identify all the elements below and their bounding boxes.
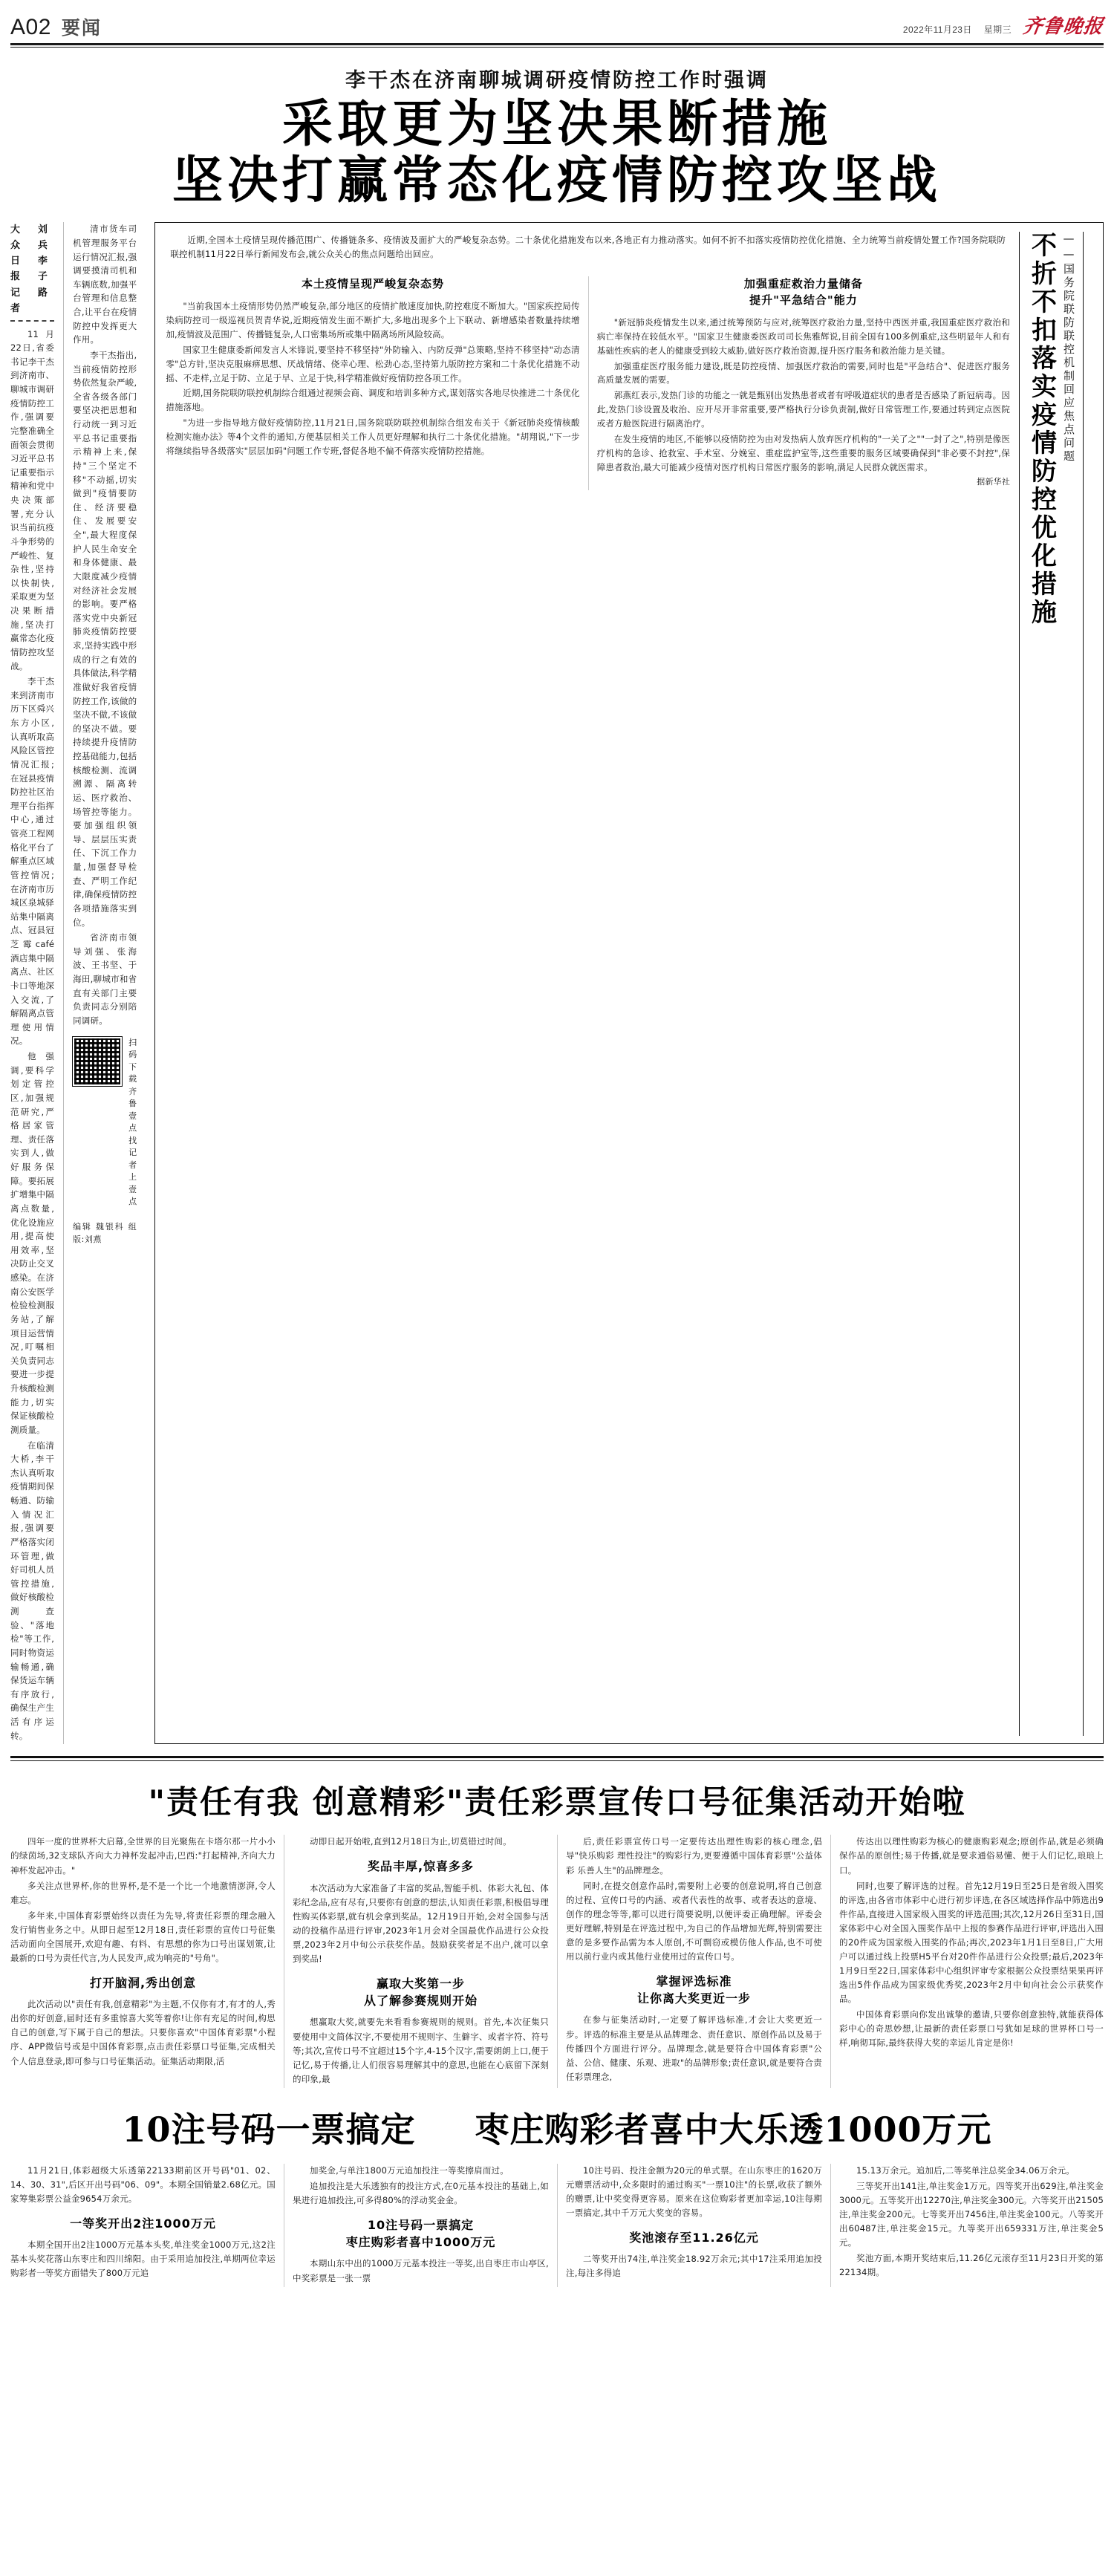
lead-para: 李干杰指出,当前疫情防控形势依然复杂严峻,全省各级各部门要坚决把思想和行动统一到习近平总书记重要指示精神上来,保持"三个坚定不移"不动摇,切实做到"疫情要防住、经济要稳住、发展要安全",最大程度保护人民生命安全和身体健康、最大限度减少疫情对经济社会发展的影响。要严格落实党中央新冠肺炎疫情防控要求,坚持实践中形成的行之有效的具体做法,科学精准做好我省疫情防控工作,该做的坚决不做,不该做的坚决不做。要持续提升疫情防控基础能力,包括核酸检测、流调溯源、隔离转运、医疗救治、场管控等能力。要加强组织领导、层层压实责任、下沉工作力量,加强督导检查、严明工作纪律,确保疫情防控各项措施落实到位。: [73, 349, 137, 928]
lottery2-para: 本期山东中出的1000万元基本投注一等奖,出自枣庄市山亭区,中奖彩票是一张一票: [293, 2258, 549, 2283]
qr-code-block[interactable]: [73, 1037, 137, 1209]
lottery2-column-2: [284, 2164, 557, 2287]
lottery2-column-4: [830, 2164, 1104, 2287]
lead-para: 李干杰来到济南市历下区舜兴东方小区,认真听取高风险区管控情况汇报;在冠县疫情防控社区治理平台指挥中心,通过管亮工程网格化平台了解重点区域管控情况;在济南市历城区泉城驿站集中隔离点、冠县冠芝霉café酒店集中隔离点、社区卡口等地深入交流,了解隔离点管理使用情况。: [10, 676, 55, 1047]
lead-main-headline: [10, 96, 1104, 209]
publication-weekday: 星期三: [983, 25, 1012, 35]
lottery-slogan-article: [0, 1777, 1114, 2088]
boxed-subheading-2: [597, 276, 1010, 309]
lottery1-subheading-4-line-2: 让你离大奖更近一步: [636, 1991, 751, 2006]
publication-date: 2022年11月23日: [902, 25, 972, 35]
lottery1-subheading-4-line-1: 掌握评选标准: [656, 1974, 732, 1989]
lead-para: 11月22日,省委书记李干杰到济南市、聊城市调研疫情防控工作,强调要完整准确全面领会贯彻习近平总书记重要指示精神和党中央决策部署,充分认识当前抗疫斗争形势的严峻性、复杂性,坚持以快制快,采取更为坚决果断措施,坚决打赢常态化疫情防控攻坚战。: [10, 328, 55, 671]
lottery2-para: 三等奖开出141注,单注奖金1万元。四等奖开出629注,单注奖金3000元。五等奖开出12270注,单注奖金300元。六等奖开出21505注,单注奖金200元。七等奖开出7456注,单注奖金100元。八等奖开出60487注,单注奖金15元。九等奖开出659331万注,单注奖金5元。: [839, 2180, 1104, 2248]
boxed-article: [154, 222, 1104, 1744]
page-folio: A02: [10, 15, 51, 39]
boxed-columns: [166, 276, 1010, 490]
lottery1-para: 同时,在提交创意作品时,需要附上必要的创意说明,将自己创意的过程、宣传口号的内涵、或者代表性的故事、或者表达的意境、创作的理念等等,都可以进行简要说明,以便评委正确理解。评委会更好理解,特别是在评选过程中,为自己的作品增加光辉,特别需要注意的是多要作品需为本人原创,不可剽窃或模仿他人作品,也不可使用以前行业内或其他行业使用过的宣传口号。: [566, 1880, 822, 1962]
boxed-para: 加强重症医疗服务能力建设,既是防控疫情、加强医疗救治的需要,同时也是"平急结合"、促进医疗服务高质量发展的需要。: [596, 360, 1011, 386]
masthead-rule-thin: [10, 47, 1104, 48]
lottery1-subheading-3-line-1: 赢取大奖第一步: [376, 1977, 465, 1991]
boxed-lead-region: [166, 232, 1010, 269]
masthead-rule: [10, 43, 1104, 45]
boxed-subheading-1: 本土疫情呈现严峻复杂态势: [302, 277, 445, 291]
lottery1-subheading-3-line-2: 从了解参赛规则开始: [363, 1994, 478, 2009]
vertical-headline-wrap: [1019, 232, 1084, 1736]
lottery2-para: 15.13万余元。追加后,二等奖单注总奖金34.06万余元。: [856, 2164, 1075, 2176]
lottery1-column-3: [557, 1835, 830, 2088]
lottery2-subheading-1: 一等奖开出2注1000万元: [70, 2216, 216, 2231]
masthead: [0, 0, 1114, 43]
byline: [10, 222, 54, 321]
lottery2-para: 加奖金,与单注1800万元追加投注一等奖擦肩而过。: [310, 2164, 509, 2176]
qr-caption-line-2: 找记者 上壹点: [128, 1135, 137, 1207]
lottery2-subheading-2-line-2: 枣庄购彩者喜中1000万元: [345, 2235, 496, 2250]
lottery2-para: 奖池方面,本期开奖结束后,11.26亿元滚存至11月23日开奖的第22134期。: [839, 2253, 1104, 2278]
lottery2-column-3: [557, 2164, 830, 2287]
boxed-subheading-2-line-2: 提升"平急结合"能力: [749, 293, 858, 308]
boxed-para: 在发生疫情的地区,不能够以疫情防控为由对发热病人放弃医疗机构的"一关了之""一封了之",特别是像医疗机构的急诊、抢救室、手术室、分娩室、重症监护室等,这些重要的服务区域要确保到"非必要不封控",保障患者救治,最大可能减少疫情对医疗机构日常医疗服务的影响,满足人民群众就医需求。: [596, 433, 1011, 472]
masthead-right: [903, 11, 1104, 40]
lottery1-para: 在参与征集活动时,一定要了解评选标准,才会让大奖更近一步。评选的标准主要是从品牌理念、责任意识、原创作品以及易于传播四个方面进行评分。品牌理念,就是要符合中国体育彩票"公益、公信、健康、乐观、进取"的品牌形象;责任意识,就是要符合责任彩票理念,: [566, 2014, 822, 2082]
section-title: 要闻: [61, 17, 102, 39]
lottery2-para: 10注号码、投注金额为20元的单式票。在山东枣庄的1620万元赠票活动中,众多限时的通过购买"一票10注"的长票,收获了额外的赠票,让中奖变得更容易。原来在这位购彩者更加幸运,10注每期一票搞定,其中千万元大奖变的容易。: [566, 2164, 822, 2219]
lottery1-subheading-3: [293, 1975, 549, 2009]
boxed-para: "新冠肺炎疫情发生以来,通过统筹预防与应对,统筹医疗救治力量,坚持中西医并重,我国重症医疗救治和病亡率保持在较低水平。"国家卫生健康委医政司司长焦雅辉说,目前全国有100多例重症,这些明显年人和有基础性疾病的老人的健康受到较大威胁,做好医疗救治资源,提升医疗服务和救治能力是关键。: [596, 316, 1011, 356]
lottery1-para: 后,责任彩票宣传口号一定要传达出理性购彩的核心理念,倡导"快乐购彩 理性投注"的购彩行为,更要遵循中国体育彩票"公益体彩 乐善人生"的品牌理念。: [566, 1836, 822, 1876]
boxed-lead-text: [170, 233, 1006, 261]
boxed-lead-para: 近期,全国本土疫情呈现传播范围广、传播链条多、疫情波及面扩大的严峻复杂态势。二十条优化措施发布以来,各地正有力推动落实。如何不折不扣落实疫情防控优化措施、全力统筹当前疫情处置工作?国务院联防联控机制11月22日举行新闻发布会,就公众关心的焦点问题给出回应。: [170, 235, 1006, 260]
masthead-left: [10, 13, 102, 40]
lottery1-para: 想赢取大奖,就要先来看看参赛规则的规则。首先,本次征集只要使用中文简体汉字,不要使用不规则字、生僻字、或者字符、符号等;其次,宣传口号不宜超过15个字,4-15个汉字,需要朗朗上口,便于记忆,易于传播,让人们很容易理解其中的意思,也能在心底留下深刻的印象,最: [293, 2017, 549, 2084]
boxed-source-credit: 据新华社: [977, 477, 1011, 487]
lottery2-para: 追加投注是大乐透独有的投注方式,在0元基本投注的基础上,如果进行追加投注,可多得80%的浮动奖金金。: [293, 2180, 549, 2205]
lottery2-para: 本期全国开出2注1000万元基本头奖,单注奖金1000万元,这2注基本头奖花落山东枣庄和四川绵阳。由于采用追加投注,单期两位幸运购彩者一等奖方面错失了800万元追: [10, 2240, 276, 2279]
lottery1-para: 动即日起开始啦,直到12月18日为止,切莫错过时间。: [310, 1836, 512, 1847]
editor-credit: 编辑 魏银科 组版:刘燕: [73, 1221, 137, 1245]
lottery1-para: 本次活动为大家准备了丰富的奖品,智能手机、体彩大礼包、体彩纪念品,应有尽有,只要你有创意的想法,认知责任彩票,积极倡导理性购买体彩票,就有机会拿到奖品。12月19日开始,会对全国参与活动的投稿作品进行评审,2023年1月会对全国最优作品进行公众投票,2023年2月中旬公示获奖作品。鼓励获奖者足不出户,就可以拿到奖品!: [293, 1882, 549, 1964]
lottery2-para: 11月21日,体彩超级大乐透第22133期前区开号码"01、02、14、30、31",后区开出号码"06、09"。本期全国销量2.68亿元。国家筹集彩票公益金9654万余元。: [10, 2164, 276, 2204]
boxed-para: "当前我国本土疫情形势仍然严峻复杂,部分地区的疫情扩散速度加快,防控难度不断加大。"国家疾控局传染病防控司一级巡视员贺青华说,近期疫情发生面不断扩大,多地出现多个上下联动、新增感染者数量持续增加,疫情波及范围广、传播链复杂,人口密集场所或集中隔离场所风险较高。: [166, 301, 580, 339]
lead-article: [0, 64, 1114, 209]
headline-line-2: 坚决打赢常态化疫情防控攻坚战: [172, 151, 942, 211]
lottery1-para: 多年来,中国体育彩票始终以责任为先导,将责任彩票的理念融入发行销售业务之中。从即日起至12月18日,责任彩票的宣传口号征集活动面向全国展开,欢迎有趣、有料、有思想的你为口号出谋划策,让最新的口号为责任代言,为人民发声,成为响亮的"号角"。: [10, 1910, 276, 1963]
qr-code-icon[interactable]: [73, 1037, 122, 1086]
byline-reporters: 刘兵 李子路: [37, 224, 48, 299]
boxed-para: "为进一步指导地方做好疫情防控,11月21日,国务院联防联控机制综合组发布关于《新冠肺炎疫情核酸检测实施办法》等4个文件的通知,方便基层相关工作人员更好理解和执行二十条优化措施。"胡翔说,"下一步将继续指导各级落实"层层加码"问题工作专班,督促各地不偏不倚落实疫情防控措施。: [166, 417, 580, 456]
lottery1-para: 同时,也要了解评选的过程。首先12月19日至25日是省级入围奖的评选,由各省市体彩中心进行初步评选,在各区域选择作品中筛选出9件作品,直接进入国家级入围奖的评选范围;其次,12月26日至31日,国家体彩中心对全国入围奖作品中上报的参赛作品进行评审,评选出入围的20件成为国家级入围奖的作品;再次,2023年1月1日至8日,广大用户可以通过线上投票H5平台对20件作品进行公众投票;最后,2023年1月9日至22日,国家体彩中心组织评审专家根据公众投票结果果再评选出5件作品成为国家级优秀奖,2023年2月中旬向社会公示获奖作品。: [839, 1880, 1104, 2005]
boxed-vertical-headline: 不折不扣落实疫情防控优化措施: [1026, 232, 1057, 628]
section-divider-1-thin: [10, 1760, 1104, 1761]
lead-column-1: [10, 222, 63, 1744]
lottery2-subheading-2: [293, 2216, 549, 2251]
boxed-para: 国家卫生健康委新闻发言人米锋说,要坚持不移坚持"外防输入、内防反弹"总策略,坚持不移坚持"动态清零"总方针,坚决克服麻痹思想、厌战情绪、侥幸心理、松劲心态,坚持第九版防控方案和二十条优化措施不动摇、不走样,立足于防、立足于早、立足于快,科学精准做好疫情防控各项工作。: [166, 344, 580, 383]
lottery-result-headline: [10, 2103, 1104, 2152]
section-divider-1: [10, 1756, 1104, 1758]
boxed-text-region: [166, 232, 1010, 1736]
lead-para: 在临清大桥,李干杰认真听取疫情期间保畅通、防输入情况汇报,强调要严格落实闭环管理,做好司机人员管控措施,做好核酸检测查验、"落地检"等工作,同时物资运输畅通,确保货运车辆有序放行,确保生产生活有序运转。: [10, 1440, 55, 1741]
qr-caption-line-1: 扫码下载齐鲁壹点: [128, 1037, 137, 1133]
lottery1-column-1: [10, 1835, 284, 2088]
lottery2-para: 二等奖开出74注,单注奖金18.92万余元;其中17注采用追加投注,每注多得追: [566, 2254, 822, 2279]
lottery2-column-1: [10, 2164, 284, 2287]
lottery-result-article: [0, 2103, 1114, 2287]
lottery-result-headline-left: 10注号码一票搞定: [122, 2109, 416, 2150]
lottery2-subheading-3: 奖池滚存至11.26亿元: [629, 2231, 759, 2245]
lottery-result-columns: [10, 2164, 1104, 2287]
lottery1-subheading-1: 打开脑洞,秀出创意: [89, 1976, 197, 1991]
boxed-para: 郭燕红表示,发热门诊的功能之一就是甄别出发热患者或者有呼吸道症状的患者是否感染了新冠病毒。因此,发热门诊设置及收治、应开尽开非常重要,要严格执行分诊负责制,做好日常管理工作,要通过转到定点医院或者方舱医院进行隔离治疗。: [596, 390, 1011, 429]
lottery2-subheading-2-line-1: 10注号码一票搞定: [367, 2218, 475, 2233]
lead-column-2: [63, 222, 146, 1744]
lead-para: 省济南市领导刘强、张海波、王书坚、于海田,聊城市和省直有关部门主要负责同志分别陪同调研。: [73, 932, 137, 1026]
lead-para: 他强调,要科学划定管控区,加强规范研究,严格居家管理、责任落实到人,做好服务保障。要拓展扩增集中隔离点数量,优化设施应用,提高使用效率,坚决防止交叉感染。在济南公安医学检验检测服务站,了解项目运营情况,叮嘱相关负责同志要进一步提升核酸检测能力,切实保证核酸检测质量。: [10, 1051, 55, 1435]
boxed-subheading-2-line-1: 加强重症救治力量储备: [743, 277, 863, 291]
lottery1-para: 四年一度的世界杯大启幕,全世界的目光聚焦在卡塔尔那一片小小的绿茵场,32支球队齐向大力神杯发起冲击,巴西:"打起精神,齐向大力神杯发起冲击。": [10, 1836, 276, 1876]
lead-article-body: [0, 222, 1114, 1744]
qr-caption: [128, 1037, 137, 1209]
lottery1-column-2: [284, 1835, 557, 2088]
boxed-column-1: [166, 276, 587, 490]
lottery1-para: 此次活动以"责任有我,创意精彩"为主题,不仅你有才,有才的人,秀出你的好创意,届时还有多重惊喜大奖等着你!让你有充足的时间,构思自己的创意,写下属于自己的想法。只要你喜欢"中国体育彩票"小程序、APP微信号或是中国体育彩票,点击责任彩票口号征集,完成相关个人信息登录,即可参与口号征集活动。征集活动期限,活: [10, 1999, 276, 2066]
lead-shoulder-headline: 李干杰在济南聊城调研疫情防控工作时强调: [345, 69, 769, 92]
lottery1-column-4: [830, 1835, 1104, 2088]
boxed-vertical-subhead: ——国务院联防联控机制回应焦点问题: [1062, 232, 1075, 464]
boxed-column-2: [588, 276, 1010, 490]
lottery1-para: 传达出以理性购彩为核心的健康购彩观念;原创作品,就是必须确保作品的原创性;易于传播,就是要求通俗易懂、便于人们记忆,琅琅上口。: [839, 1836, 1104, 1876]
lottery-result-headline-right: 枣庄购彩者喜中大乐透1000万元: [475, 2109, 992, 2150]
lottery1-subheading-4: [566, 1973, 822, 2007]
lottery1-para: 多关注点世界杯,你的世界杯,是不是一个比一个地激情澎湃,令人难忘。: [10, 1880, 276, 1905]
lottery1-para: 中国体育彩票向你发出诚挚的邀请,只要你创意独特,就能获得体彩中心的奇思妙想,让最新的责任彩票口号犹如足球的世界杯口号一样,响彻耳际,最终获得大奖的幸运儿肯定是你!: [839, 2009, 1104, 2049]
headline-line-1: 采取更为坚决果断措施: [281, 94, 832, 154]
lottery-slogan-headline: "责任有我 创意精彩"责任彩票宣传口号征集活动开始啦: [148, 1784, 966, 1822]
lottery-slogan-columns: [10, 1835, 1104, 2088]
boxed-article-inner: [166, 232, 1092, 1736]
lottery1-subheading-2: 奖品丰厚,惊喜多多: [367, 1859, 475, 1874]
lead-para: 清市货车司机管理服务平台运行情况汇报,强调要摸清司机和车辆底数,加强平台管理和信息整合,让平台在疫情防控中发挥更大作用。: [73, 224, 137, 345]
newspaper-logo: 齐鲁晚报: [1021, 16, 1105, 38]
boxed-para: 近期,国务院联防联控机制综合组通过视频会商、调度和培训多种方式,谋划落实各地尽快推进二十条优化措施落地。: [166, 388, 580, 413]
byline-source: 大众日报记者: [10, 224, 22, 314]
